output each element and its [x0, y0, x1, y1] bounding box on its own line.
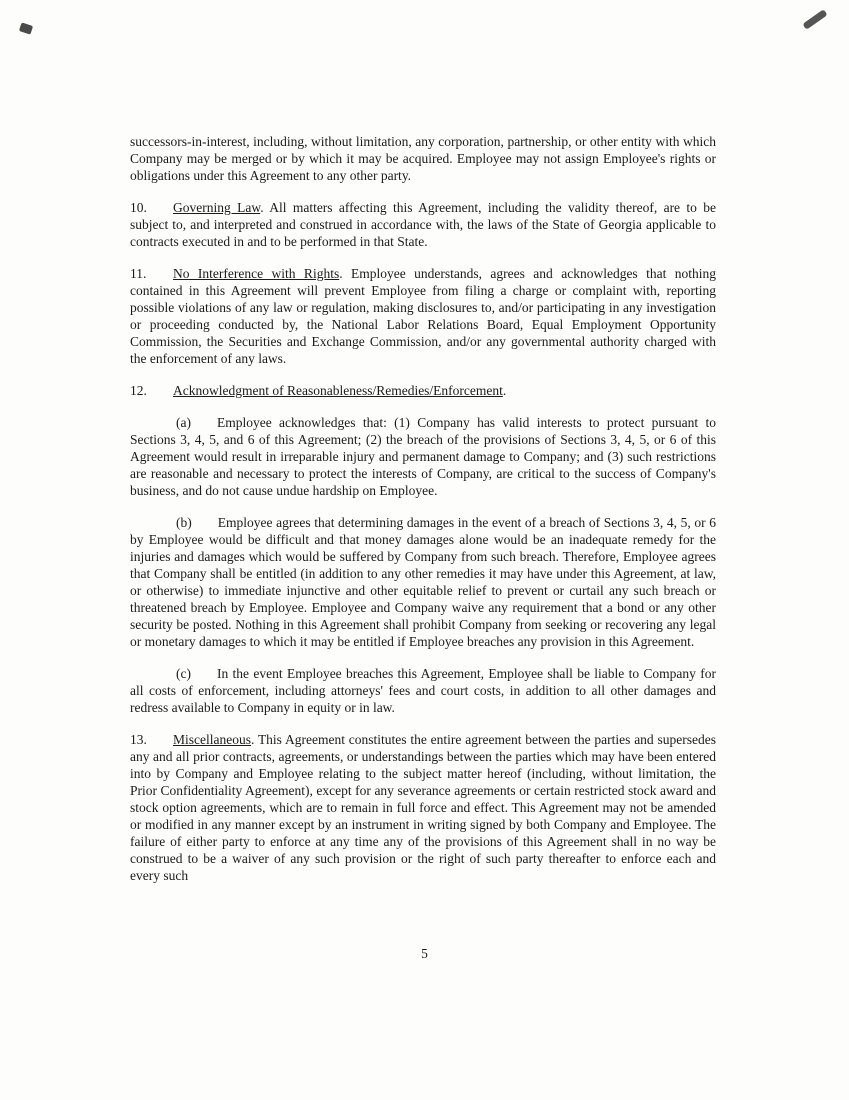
subsection-b: [130, 514, 716, 650]
section-number: 12.: [130, 383, 147, 398]
subsection-body: Employee acknowledges that: (1) Company has valid interests to protect pursuant to Sections 3, 4, 5, and 6 of this Agreement; (2) the breach of the provisions of Sections 3, 4, 5, or 6 of this Agreement would result in irreparable injury and permanent damage to Company; and (3) such restrictions are reasonable and necessary to protect the interests of Company, are critical to the success of Company's business, and do not cause undue hardship on Employee.: [130, 415, 716, 498]
page-content: [130, 133, 716, 899]
subsection-body: Employee agrees that determining damages in the event of a breach of Sections 3, 4, 5, or 6 by Employee would be difficult and that money damages alone would be an inadequate remedy for the injuries and damages which would be suffered by Company from such breach. Therefore, Employee agrees that Company shall be entitled (in addition to any other remedies it may have under this Agreement, at law, or otherwise) to immediate injunctive and other equitable relief to prevent or curtail any such breach or threatened breach by Employee. Employee and Company waive any requirement that a bond or any other security be posted. Nothing in this Agreement shall prohibit Company from seeking or recovering any legal or monetary damages to which it may be entitled if Employee breaches any provision in this Agreement.: [130, 515, 716, 649]
section-10: [130, 199, 716, 250]
section-separator: .: [502, 383, 507, 398]
subsection-body: In the event Employee breaches this Agreement, Employee shall be liable to Company for all costs of enforcement, including attorneys' fees and court costs, in addition to all other damages and redress available to Company in equity or in law.: [130, 666, 716, 715]
section-13: [130, 731, 716, 884]
section-body: Employee understands, agrees and acknowledges that nothing contained in this Agreement will prevent Employee from filing a charge or complaint with, reporting possible violations of any law or regulation, making disclosures to, and/or participating in any investigation or proceeding conducted by, the National Labor Relations Board, Equal Employment Opportunity Commission, the Securities and Exchange Commission, and/or any governmental authority charged with the enforcement of any laws.: [130, 266, 717, 366]
section-separator: .: [339, 266, 343, 281]
section-number: 10.: [130, 200, 147, 215]
section-number: 11.: [130, 266, 147, 281]
section-12: [130, 382, 716, 399]
section-body: All matters affecting this Agreement, including the validity thereof, are to be subject to, and interpreted and construed in accordance with, the laws of the State of Georgia applicable to contracts executed in and to be performed in that State.: [130, 200, 717, 249]
subsection-a: [130, 414, 716, 499]
page-number: 5: [421, 946, 428, 961]
section-separator: .: [250, 732, 255, 747]
continuation-paragraph: [130, 133, 716, 184]
section-body: This Agreement constitutes the entire agreement between the parties and supersedes any and all prior contracts, agreements, or understandings between the parties which may have been entered into by Company and Employee relating to the subject matter hereof (including, without limitation, the Prior Confidentiality Agreement), except for any severance agreements or certain restricted stock award and stock option agreements, which are to remain in full force and effect. This Agreement may not be amended or modified in any manner except by an instrument in writing signed by both Company and Employee. The failure of either party to enforce at any time any of the provisions of this Agreement shall in no way be construed to be a waiver of any such provision or the right of such party thereafter to enforce each and every such: [130, 732, 716, 883]
continuation-text: successors-in-interest, including, without limitation, any corporation, partnership, or other entity with which Company may be merged or by which it may be acquired. Employee may not assign Employee's rights or obligations under this Agreement to any other party.: [130, 134, 716, 183]
section-number: 13.: [130, 732, 147, 747]
section-heading: Acknowledgment of Reasonableness/Remedies/Enforcement: [173, 383, 503, 398]
section-11: [130, 265, 716, 367]
scan-artifact-top-right: [802, 9, 827, 30]
section-separator: .: [260, 200, 264, 215]
scan-artifact-top-left: [19, 22, 33, 34]
section-heading: Governing Law: [173, 200, 261, 215]
subsection-c: [130, 665, 716, 716]
subsection-label: (c): [176, 666, 191, 681]
section-heading: Miscellaneous: [173, 732, 251, 747]
subsection-label: (b): [176, 515, 192, 530]
subsection-label: (a): [176, 415, 191, 430]
section-heading: No Interference with Rights: [173, 266, 340, 281]
